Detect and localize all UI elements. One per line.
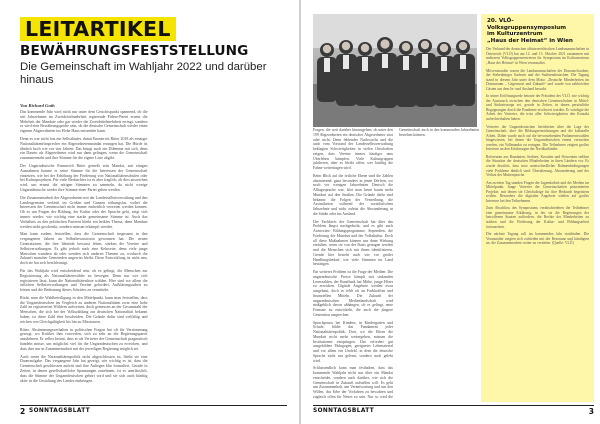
sidebar-title-line: im Kulturzentrum	[487, 31, 543, 38]
sidebar-paragraph: Vertreter der Ungarndeutschen berichteten über die Lage der Gemeinschaft, über die Bildungseinrichtungen und die kulturelle Arbeit. Dabei wurde auch auf die bevorstehenden Parlamentswahlen hingewiesen, bei denen die Ungarndeutschen erneut versuchen werden, ein Vollmandat zu erringen. Die Teilnehmer zeigten großes Interesse an den Erfahrungen der Nachbarländer.	[486, 124, 589, 152]
body-paragraph: Ein weiteres Problem ist die Frage der Medien: Die ungarndeutsche Presse kämpft mit sinkenden Leserzahlen, der Rundfunk hat Mühe, junge Hörer zu erreichen. Digitale Angebote werden zwar ausgebaut, doch es fehlt oft an Fachkräften und finanziellen Mitteln. Die Zukunft der ungarndeutschen Medienlandschaft wird maßgeblich davon abhängen, ob es gelingt, neue Formate zu entwickeln, die auch die jüngere Generation ansprechen.	[313, 270, 393, 317]
page-number: 2	[20, 407, 26, 416]
sidebar-title-line: „Haus der Heimat“ in Wien	[487, 37, 573, 44]
sidebar-paragraph: Mitveranstalter waren die Landsmannschaften der Donauschwaben, der Siebenbürger Sachsen und der Sudetendeutschen. Die Tagung stand in diesem Jahr unter dem Motto „Deutsche Minderheiten im Donauraum – Gegenwart und Zukunft“ und wurde von zahlreichen Gästen aus dem In- und Ausland besucht.	[486, 68, 589, 91]
body-paragraph: Schlussendlich kann man festhalten, dass das kommende Wahljahr nicht nur über ein Mandat entscheidet, sondern auch darüber, wie sich die Gemeinschaft in Zukunft aufstellen will. Es geht um Zusammenhalt, um Verantwortung und um den Willen, das Erbe der Vorfahren zu bewahren und zugleich offen für Neues zu sein. Nur so wird die Gemeinschaft auch in den kommenden Jahrzehnten bestehen können.	[313, 128, 479, 399]
body-paragraph: Man kann zudem feststellen, dass die Gemeinschaft insgesamt in den vergangenen Jahren an Selbstbewusstsein gewonnen hat: Die neuen Generationen, die ihre Identität bewusst leben, stärken die Vereine und Selbstverwaltungen. Es gibt jedoch auch eine Kehrseite, denn viele junge Menschen wandern ab oder wenden sich anderen Themen zu, wodurch die Zukunft mancher Gemeinden ungewiss bleibt. Diese Entwicklung ist nicht neu, doch sie hat sich beschleunigt.	[20, 231, 148, 266]
section-banner	[20, 17, 176, 41]
body-paragraph: Der Fachkreis der Gemeinschaft hat über das Problem längst nachgedacht, und es gibt auch Antworten: Bildungsprogramme, Stipendien, die Förderung der Mundart und der Volkskultur. Doch all diese Maßnahmen können nur dann Wirkung entfalten, wenn sie von der Basis getragen werden und die Menschen sich mit ihnen identifizieren. Gerade hier besteht nach wie vor großer Handlungsbedarf, wie viele Stimmen im Land bestätigen.	[313, 219, 393, 267]
body-paragraph: Ritter, Abstimmungsverhalten in politischen Fragen hat oft für Verstimmung gesorgt, wo Kritiker ihm vorwerfen, sich zu sehr an die Regierungspartei anzulehnen. Er selbst betont, dass er als Vertreter der Gemeinschaft pragmatisch handeln müsse, um möglichst viel für die Ungarndeutschen zu erreichen, und dass dies nur in Zusammenarbeit mit der jeweiligen Regierung möglich sei.	[20, 326, 148, 351]
sidebar-title-line: 20. VLÖ-Volksgruppensymposium	[487, 18, 567, 31]
page-footer	[20, 405, 287, 415]
footer-rule	[20, 405, 287, 406]
sidebar-paragraph: In seiner Eröffnungsrede betonte der Präsident des VLÖ, wie wichtig der Austausch zwischen den deutschen Gemeinschaften in Mittel- und Südosteuropa sei, gerade in Zeiten, in denen persönliche Begegnungen durch die Pandemie erschwert wurden. Er würdigte die Arbeit der Vertreter, die trotz aller Schwierigkeiten den Kontakt aufrechterhalten haben.	[486, 94, 589, 122]
newspaper-name: SONNTAGSBLATT	[313, 408, 375, 414]
article-byline: Von Richard Guth	[20, 103, 55, 108]
page-footer	[313, 405, 594, 415]
sidebar-paragraph: Der Verband der deutschen altösterreichischen Landsmannschaften in Österreich (VLÖ) hat am 12. und 13. Oktober 2021 zusammen mit mehreren Volksgruppenvertretern ihr Symposium im Kulturzentrum „Haus der Heimat“ in Wien veranstaltet.	[486, 47, 589, 66]
right-page	[301, 0, 600, 424]
symposium-sidebar	[481, 14, 594, 402]
sidebar-paragraph: Referenten aus Rumänien, Serbien, Kroatien und Slowenien stellten die Situation der deutschen Minderheiten in ihren Ländern vor. Es wurde deutlich, dass trotz unterschiedlicher Rahmenbedingungen viele Probleme ähnlich sind: Überalterung, Abwanderung und der Verlust der Muttersprache.	[486, 154, 589, 178]
body-paragraph: Sprachpraxis bei Kindern, in Kindergarten und Schule, bildet das Fundament jeder Nationalitätenpolitik. Dort, wo die Eltern die Mundart nicht mehr weitergeben, müssen die Institutionen einspringen. Das erfordert gut ausgebildete Pädagogen, geeignetes Lehrmaterial und vor allem ein Umfeld, in dem die deutsche Sprache nicht nur gelernt, sondern auch gelebt wird.	[313, 320, 393, 363]
body-paragraph: Der Ungarndeutsche Emmerich Ritter genießt sein Mandat, mit einigen Ausnahmen konnte er seine Stimme für die Interessen der Gemeinschaft einsetzen, wie bei der Erhöhung der Förderung von Nationalitätenschulen oder bei Kulturprojekten. Für viele Beobachter ist es aber fraglich, ob dies ausreichen wird, um erneut die nötigen Stimmen zu sammeln, da nicht wenige Ungarndeutsche wieder ihre Stimme einer Partei geben werden.	[20, 162, 148, 192]
article-headline: BEWÄHRUNGSFESTSTELLUNG	[20, 43, 249, 59]
body-paragraph: Beim Blick auf die örtliche Ebene sind die Zahlen alarmierend: ganz besonders in jenen Dörfern, wo noch vor wenigen Jahrzehnten Deutsch die Alltagssprache war, hört man heute kaum mehr Mundart auf den Straßen. Die Gründe dafür sind bekannt: die Folgen der Vertreibung, die Assimilation während der sozialistischen Jahrzehnte und nicht zuletzt die Abwanderung in die Städte oder ins Ausland.	[313, 173, 393, 216]
sidebar-paragraph: Am zweiten Tag standen Fragen der Jugendarbeit und der Medien im Mittelpunkt. Junge Vertreter der Gemeinschaften präsentierten Projekte, mit denen sie Gleichaltrige für ihre Herkunft begeistern wollen. Besonders die digitalen Angebote stießen auf großes Interesse bei den Teilnehmern.	[486, 180, 589, 203]
body-paragraph: Denn es war nicht fast ein Selbstläufer, damit Emmerich Ritter 2018 als einziger Nationalitätenfürsprecher ein Abgeordnetenmandat errungen hat. Die Hürde ist ähnlich hoch wie vor vier Jahren: Das bringt auch ein Dilemma mit sich, denn ein Dasein als Abgeordneter wird nur dann gelingen, wenn die Gemeinschaft zusammensteht und ihre Stimme für die eigene Liste abgibt.	[20, 135, 148, 161]
group-photo-image	[313, 14, 477, 127]
article-body-continued	[313, 128, 479, 401]
newspaper-name: SONNTAGSBLATT	[29, 408, 91, 414]
sidebar-title	[487, 18, 589, 44]
footer-rule	[313, 405, 594, 406]
section-title: LEITARTIKEL	[25, 16, 171, 41]
body-paragraph: Für das Wahljahr wird entscheidend sein, ob es gelingt, die Menschen zur Registrierung als Nationalitätenwähler zu bewegen. Denn nur wer sich registrieren lässt, kann die Nationalitätenliste wählen. Hier sind vor allem die örtlichen Selbstverwaltungen und Vereine gefordert, Aufklärungsarbeit zu leisten und die Bedeutung dieses Schrittes zu vermitteln.	[20, 267, 148, 293]
group-photo	[313, 14, 477, 127]
sidebar-paragraph: Die nächste Tagung soll im kommenden Jahr stattfinden. Die Veranstalter zeigten sich zufrieden mit der Resonanz und kündigten an, die Zusammenarbeit weiter zu vertiefen. (Quelle: VLÖ)	[486, 232, 589, 246]
article-subheadline: Die Gemeinschaft im Wahljahr 2022 und darüber hinaus	[20, 61, 267, 86]
body-paragraph: Die Zusammenarbeit der Abgeordneten mit der Landesselbstverwaltung und den Landesgremien verläuft im Großen und Ganzen reibungslos, wobei die Interessen der Gemeinschaft nicht immer einheitlich vertreten werden können. Ob es um Fragen der Bildung, der Kultur oder der Sprache geht, zeigt sich immer wieder, wie wichtig eine starke gemeinsame Stimme ist. Auch das Verhältnis zu den politischen Parteien bleibt ein heikles Thema, denn Mandate werden nicht geschenkt, sondern müssen erkämpft werden.	[20, 194, 148, 229]
body-paragraph: Auch wenn die Nationalitätenpolitik nicht abgeschlossen ist, bleibt sie eine Daueraufgabe. Das vergangene Jahr hat gezeigt, wie wichtig es ist, dass die Gemeinschaft geschlossen auftritt und ihre Anliegen klar formuliert. Gerade in Zeiten, in denen gesellschaftliche Spannungen zunehmen, ist es unerlässlich, dass die Stimme der Ungarndeutschen gehört wird und sie sich auch künftig aktiv in die Gestaltung des Landes einbringen.	[20, 353, 148, 383]
page-number: 3	[588, 407, 594, 416]
left-page	[0, 0, 299, 424]
body-paragraph: Fragen, die weit darüber hinausgehen, ob unter den 199 Abgeordneten ein deutscher Abgeordneter sitzt oder nicht. Denn fehlender Nachwuchs und die auch vom Vorstand der Landesselbstverwaltung beklagten Schwierigkeiten in vielen Ortschaften zeigen, dass Vereine immer häufiger ums Überleben kämpfen. Viele Kulturgruppen jubilieren, aber es bleibt offen, wer künftig die Fahne weitertragen wird.	[313, 128, 393, 170]
body-paragraph: Rückt man die Wahlbeteiligung in den Mittelpunkt, kann man feststellen, dass die Ungarndeutschen im Vergleich zu anderen Nationalitäten zwar eine hohe Zahl an registrierten Wählern aufweisen, doch gemessen an der Gesamtzahl der Menschen, die sich bei der Volkszählung zur deutschen Nationalität bekannt haben, ist diese Zahl eher bescheiden. Die Gründe dafür sind vielfältig und reichen von Gleichgültigkeit bis hin zu Misstrauen.	[20, 294, 148, 324]
body-paragraph: Das kommende Jahr wird nicht nur unter dem Gesichtspunkt spannend, ob die seit Jahrzehnten im Zweidrittelmehrheit regierende Fidesz-Partei erneut die Mehrheit der Mandate oder gar wieder die Zweidrittelmehrheit erringt, sondern es wird eine Bewährungsprobe sein, ob die deutsche Gemeinschaft wieder einen eigenen Abgeordneten ins Hohe Haus entsenden kann.	[20, 109, 148, 134]
sidebar-paragraph: Zum Abschluss des Symposiums verabschiedeten die Teilnehmer eine gemeinsame Erklärung, in der sie die Regierungen der betroffenen Staaten auffordern, die Rechte der Minderheiten zu stärken und die Förderung der Kultur- und Bildungsarbeit fortzusetzen.	[486, 206, 589, 229]
article-body	[20, 110, 284, 400]
